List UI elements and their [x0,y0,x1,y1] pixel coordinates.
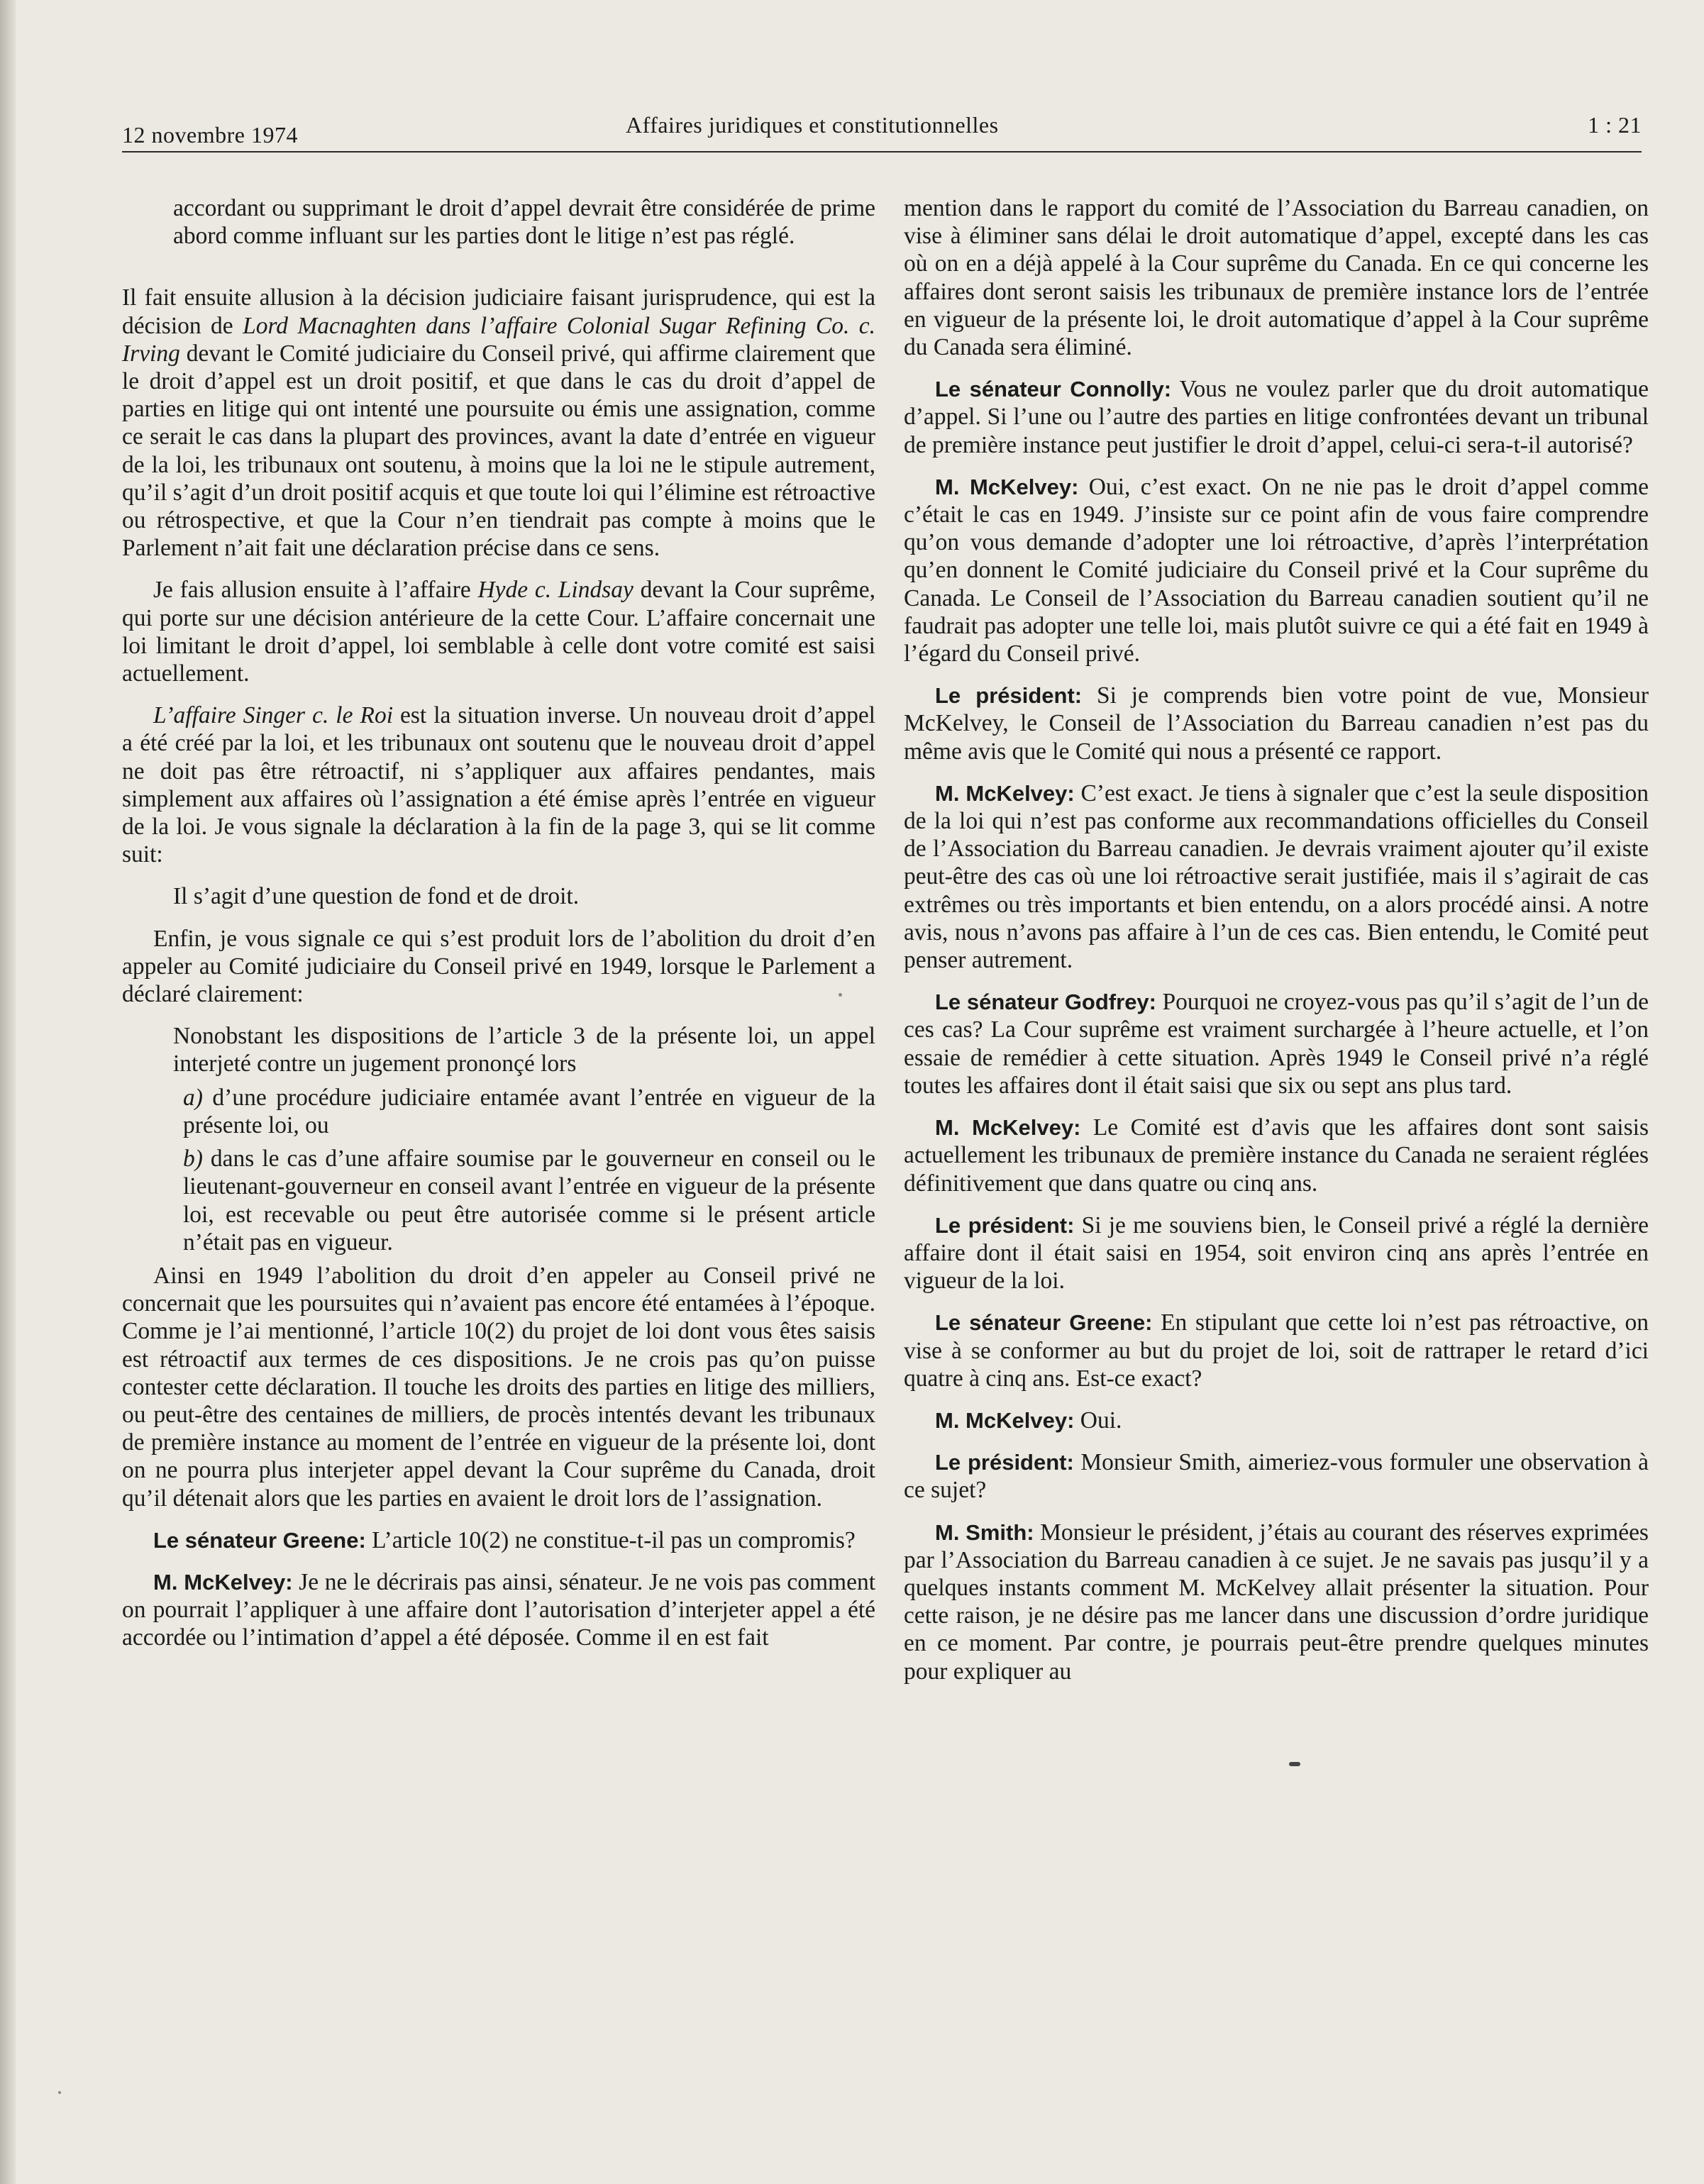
dialogue-paragraph [904,1114,1649,1197]
quote-list-item [183,1084,875,1139]
paragraph-text: devant le Comité judiciaire du Conseil privé, qui affirme clairement que le droit d’appel est un droit positif, et que dans le cas du droit d’appel de parties en litige qui ont intenté une poursuite ou émis une assignation, comme ce serait le cas dans la plupart des provinces, avant la date d’entrée en vigueur de la loi, les tribunaux ont soutenu, à moins que la loi ne le stipule autrement, qu’il s’agit d’un droit positif acquis et que toute loi qui l’élimine est rétroactive ou rétrospective, et que la Cour n’en tiendrait pas compte à moins que le Parlement n’ait fait une déclaration précise dans ce sens. [122,340,875,562]
paragraph-text: devant la Cour suprême, qui porte sur une décision antérieure de la cette Cour. L’affaire concernait une loi limitant le droit d’appel, loi semblable à celle dont votre comité est saisi actuellement. [122,577,875,687]
paragraph [173,194,875,250]
ink-mark [1289,1762,1300,1766]
paragraph [122,702,875,868]
dialogue-paragraph [904,1212,1649,1295]
quote-list-item [183,1145,875,1256]
paragraph [122,576,875,687]
dialogue-text: Vous ne voulez parler que du droit automatique d’appel. Si l’une ou l’autre des parties en litige confrontées devant un tribunal de première instance peut justifier le droit d’appel, celui-ci sera-t-il autorisé? [904,376,1649,458]
speaker-name: M. Smith: [935,1519,1034,1545]
list-marker: a) [183,1084,203,1111]
speaker-name: M. McKelvey: [935,1407,1075,1433]
block-quote [173,882,875,910]
quote-text: d’une procédure judiciaire entamée avant l’entrée en vigueur de la présente loi, ou [183,1084,875,1138]
dialogue-text: Le Comité est d’avis que les affaires dont sont saisis actuellement les tribunaux de première instance du Canada ne seraient réglées définitivement que dans quatre ou cinq ans. [904,1114,1649,1197]
dialogue-paragraph [904,988,1649,1099]
dialogue-text: C’est exact. Je tiens à signaler que c’est la seule disposition de la loi qui n’est pas conforme aux recommandations officielles du Conseil de l’Association du Barreau canadien. Je devrais vraiment ajouter qu’il existe peut-être des cas où une loi rétroactive serait justifiée, mais il s’agirait de cas extrêmes ou très importants et bien entendu, on a alors procédé ainsi. A notre avis, nous n’avons pas affaire à l’un de ces cas. Bien entendu, le Comité peut penser autrement. [904,780,1649,974]
dialogue-paragraph [904,1309,1649,1392]
dialogue-paragraph [904,1407,1649,1434]
paragraph-text: accordant ou supprimant le droit d’appel devrait être considérée de prime abord comme influant sur les parties dont le litige n’est pas réglé. [173,195,875,250]
case-citation: L’affaire Singer c. le Roi [153,702,394,729]
dialogue-paragraph [904,1519,1649,1685]
paragraph-text: est la situation inverse. Un nouveau droit d’appel a été créé par la loi, et les tribunaux ont soutenu que le nouveau droit d’appel ne doit pas être rétroactif, ni s’appliquer aux affaires pendantes, mais simplement aux affaires où l’assignation a été émise après l’entrée en vigueur de la loi. Je vous signale la déclaration à la fin de la page 3, qui se lit comme suit: [122,702,875,868]
paragraph-text: Il fait ensuite allusion à la décision judiciaire faisant jurisprudence, qui est la décision de [122,284,875,339]
speaker-name: Le président: [935,1450,1074,1475]
dialogue-paragraph [122,1526,875,1554]
dialogue-text: Oui. [1074,1407,1122,1434]
paragraph [122,925,875,1009]
speaker-name: M. McKelvey: [935,1115,1081,1141]
header-date: 12 novembre 1974 [122,122,298,148]
dialogue-text: Je ne le décrirais pas ainsi, sénateur. Je ne vois pas comment on pourrait l’appliquer à une affaire dont l’autorisation d’interjeter appel a été accordée ou l’intimation d’appel a été déposée. Comme il en est fait [122,1568,876,1651]
speaker-name: Le président: [935,683,1083,709]
speaker-name: Le président: [935,1212,1075,1238]
paragraph-text: mention dans le rapport du comité de l’Association du Barreau canadien, on vise à éliminer sans délai le droit automatique d’appel, excepté dans les cas où on en a déjà appelé à la Cour suprême du Canada. En ce qui concerne les affaires dont seront saisis les tribunaux de première instance lors de l’entrée en vigueur de la présente loi, le droit automatique d’appel à la Cour suprême du Canada sera éliminé. [904,195,1649,361]
dialogue-text: Pourquoi ne croyez-vous pas qu’il s’agit de l’un de ces cas? La Cour suprême est vraiment surchargée à l’heure actuelle, et l’on essaie de remédier à cette situation. Après 1949 le Conseil privé n’a réglé toutes les affaires dont il était saisi que six ou sept ans plus tard. [904,989,1649,1099]
paper-speck [58,2091,61,2094]
page-edge-shadow [0,0,16,2184]
quote-text: dans le cas d’une affaire soumise par le gouverneur en conseil ou le lieutenant-gouverneur en conseil avant l’entrée en vigueur de la présente loi, est recevable ou peut être autorisée comme si le présent article n’était pas en vigueur. [183,1146,875,1255]
quote-text: Il s’agit d’une question de fond et de droit. [173,883,580,910]
speaker-name: M. McKelvey: [153,1569,293,1595]
speaker-name: Le sénateur Godfrey: [935,990,1156,1015]
page-number: 1 : 21 [1588,112,1642,138]
dialogue-text: Monsieur le président, j’étais au courant des réserves exprimées par l’Association du Barreau canadien à ce sujet. Je ne savais pas jusqu’il y a quelques instants comment M. McKelvey allait présenter la situation. Pour cette raison, je ne désire pas me lancer dans une discussion d’ordre juridique en ce moment. Par contre, je pourrais peut-être prendre quelques minutes pour expliquer au [904,1519,1649,1685]
paragraph [904,194,1649,361]
speaker-name: M. McKelvey: [935,474,1079,499]
right-column [904,194,1649,1700]
dialogue-text: En stipulant que cette loi n’est pas rétroactive, on vise à se conformer au but du projet de loi, soit de rattraper le retard d’ici quatre à cinq ans. Est-ce exact? [904,1309,1649,1392]
header-title: Affaires juridiques et constitutionnelles [626,112,999,138]
left-column [122,194,875,1666]
dialogue-paragraph [904,473,1649,667]
dialogue-paragraph [904,682,1649,765]
case-citation: Hyde c. Lindsay [477,577,634,604]
dialogue-text: L’article 10(2) ne constitue-t-il pas un compromis? [365,1526,856,1553]
dialogue-paragraph [122,1568,875,1652]
dialogue-text: Oui, c’est exact. On ne nie pas le droit d’appel comme c’était le cas en 1949. J’insiste sur ce point afin de vous faire comprendre qu’on vous demande d’adopter une loi rétroactive, d’après l’interprétation qu’en donnent le Comité judiciaire du Conseil privé et la Cour suprême du Canada. Le Conseil de l’Association du Barreau canadien soutient qu’il ne faudrait pas adopter une telle loi, mais plutôt suivre ce qui a été fait en 1949 à l’égard du Conseil privé. [904,473,1649,667]
paragraph-text: Je fais allusion ensuite à l’affaire [153,577,478,604]
dialogue-text: Si je me souviens bien, le Conseil privé a réglé la dernière affaire dont il était saisi en 1954, soit environ cinq ans après l’entrée en vigueur de la loi. [904,1212,1649,1295]
header-rule [122,151,1642,153]
paragraph [122,284,875,562]
speaker-name: M. McKelvey: [935,780,1075,806]
block-quote [173,1022,875,1077]
quote-text: Nonobstant les dispositions de l’article 3 de la présente loi, un appel interjeté contre un jugement prononçé lors [173,1023,875,1077]
paragraph-text: Enfin, je vous signale ce qui s’est produit lors de l’abolition du droit d’en appeler au Comité judiciaire du Conseil privé en 1949, lorsque le Parlement a déclaré clairement: [122,925,875,1008]
dialogue-paragraph [904,375,1649,459]
speaker-name: Le sénateur Greene: [935,1310,1153,1336]
list-marker: b) [183,1146,203,1173]
dialogue-text: Monsieur Smith, aimeriez-vous formuler une observation à ce sujet? [904,1449,1649,1504]
speaker-name: Le sénateur Connolly: [935,377,1172,402]
case-citation: Lord Macnaghten dans l’affaire Colonial Sugar Refining Co. c. Irving [122,312,875,367]
paragraph-text: Ainsi en 1949 l’abolition du droit d’en appeler au Conseil privé ne concernait que les poursuites qui n’avaient pas encore été entamées à l’époque. Comme je l’ai mentionné, l’article 10(2) du projet de loi dont vous êtes saisis est rétroactif aux termes de ces dispositions. Je ne crois pas qu’on puisse contester cette déclaration. Il touche les droits des parties en litige des milliers, ou peut-être des centaines de milliers, de procès intentés devant les tribunaux de première instance au moment de l’entrée en vigueur de la présente loi, dont on ne pourra plus interjeter appel devant la Cour suprême du Canada, droit qu’il détenait alors que les parties en avaient le droit lors de l’assignation. [122,1262,875,1512]
dialogue-paragraph [904,1448,1649,1504]
running-header [122,112,1642,156]
speaker-name: Le sénateur Greene: [153,1527,366,1553]
dialogue-paragraph [904,780,1649,974]
dialogue-text: Si je comprends bien votre point de vue, Monsieur McKelvey, le Conseil de l’Association du Barreau canadien n’est pas du même avis que le Comité qui nous a présenté ce rapport. [904,682,1649,765]
paragraph [122,1262,875,1512]
paper-speck [839,993,842,997]
